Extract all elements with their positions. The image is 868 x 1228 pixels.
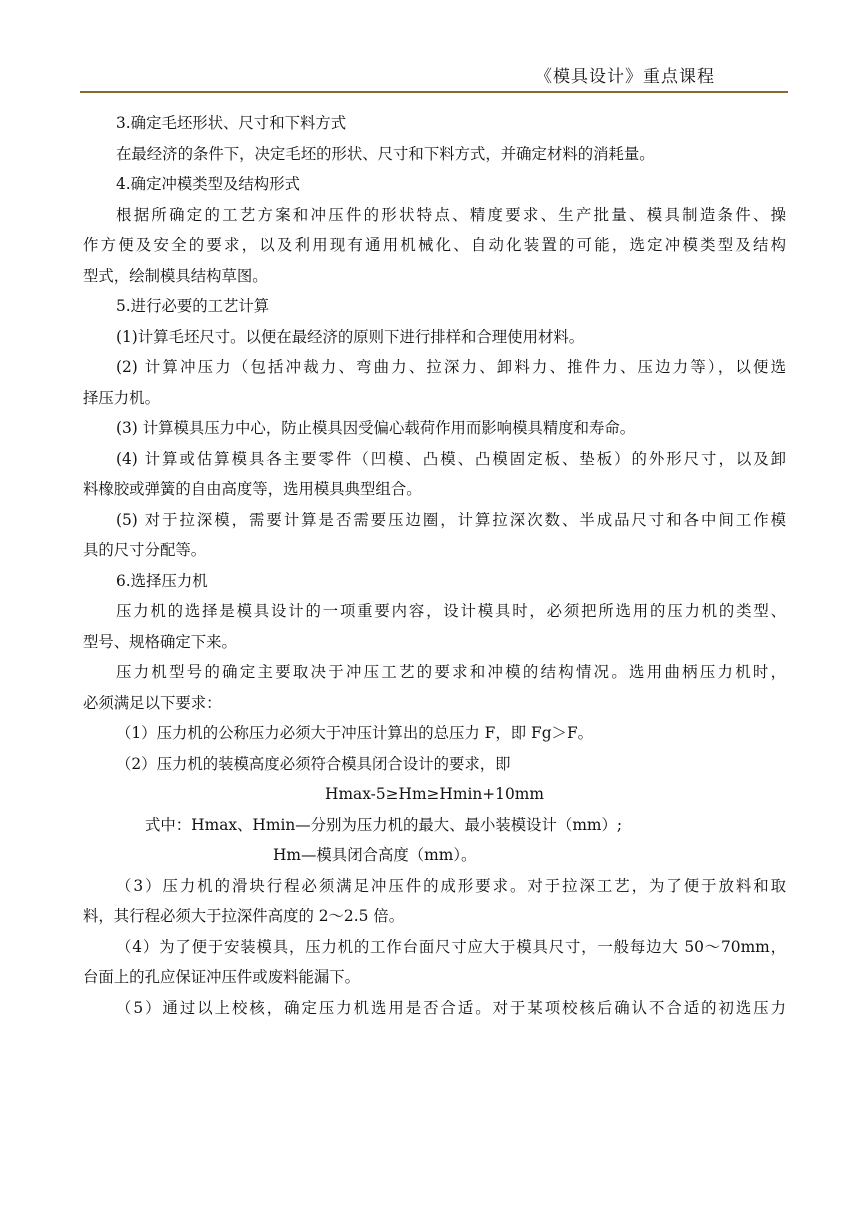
- document-body: [83, 108, 786, 1023]
- section-heading: 3.确定毛坯形状、尺寸和下料方式: [116, 114, 347, 132]
- formula: Hmax-5≥Hm≥Hmin+10mm: [325, 785, 544, 803]
- list-item-line: （4）为了便于安装模具，压力机的工作台面尺寸应大于模具尺寸，一般每边大 50～70mm，: [116, 937, 786, 956]
- header-divider: [80, 91, 788, 93]
- section-heading: 4.确定冲模类型及结构形式: [116, 175, 300, 193]
- section-heading: 5.进行必要的工艺计算: [116, 297, 270, 315]
- paragraph-line: 在最经济的条件下，决定毛坯的形状、尺寸和下料方式，并确定材料的消耗量。: [116, 144, 655, 163]
- list-item-line: (4) 计算或估算模具各主要零件（凹模、凸模、凸模固定板、垫板）的外形尺寸，以及卸: [116, 449, 786, 468]
- list-item-line: （5）通过以上校核，确定压力机选用是否合适。对于某项校核后确认不合适的初选压力: [116, 998, 786, 1017]
- list-item-line: 择压力机。: [83, 388, 160, 407]
- section-heading: 6.选择压力机: [116, 571, 208, 590]
- list-item-line: 具的尺寸分配等。: [83, 541, 207, 559]
- formula-note: Hm—模具闭合高度（mm）。: [273, 846, 477, 864]
- list-item-line: 台面上的孔应保证冲压件或废料能漏下。: [83, 968, 361, 986]
- page-header-title: 《模具设计》重点课程: [535, 67, 715, 87]
- list-item-line: (2) 计算冲压力（包括冲裁力、弯曲力、拉深力、卸料力、推件力、压边力等），以便选: [116, 358, 786, 376]
- formula-note: 式中：Hmax、Hmin—分别为压力机的最大、最小装模设计（mm）;: [145, 815, 623, 834]
- list-item-line: （2）压力机的装模高度必须符合模具闭合设计的要求，即: [116, 754, 511, 773]
- paragraph-line: 根据所确定的工艺方案和冲压件的形状特点、精度要求、生产批量、模具制造条件、操: [116, 205, 786, 224]
- paragraph-line: 压力机的选择是模具设计的一项重要内容，设计模具时，必须把所选用的压力机的类型、: [116, 602, 786, 620]
- paragraph-line: 型式，绘制模具结构草图。: [83, 266, 268, 285]
- paragraph-line: 压力机型号的确定主要取决于冲压工艺的要求和冲模的结构情况。选用曲柄压力机时，: [116, 663, 786, 681]
- paragraph-line: 型号、规格确定下来。: [83, 632, 237, 651]
- paragraph-line: 必须满足以下要求：: [83, 693, 222, 712]
- list-item-line: (5) 对于拉深模，需要计算是否需要压边圈，计算拉深次数、半成品尺寸和各中间工作模: [116, 510, 786, 529]
- paragraph-line: 作方便及安全的要求，以及利用现有通用机械化、自动化装置的可能，选定冲模类型及结构: [83, 236, 786, 254]
- list-item-line: 料橡胶或弹簧的自由高度等，选用模具典型组合。: [83, 480, 422, 498]
- list-item-line: （3）压力机的滑块行程必须满足冲压件的成形要求。对于拉深工艺，为了便于放料和取: [116, 876, 786, 895]
- list-item-line: 料，其行程必须大于拉深件高度的 2～2.5 倍。: [83, 907, 405, 925]
- list-item-line: （1）压力机的公称压力必须大于冲压计算出的总压力 F，即 Fg＞F。: [116, 724, 594, 742]
- list-item-line: (3) 计算模具压力中心，防止模具因受偏心载荷作用而影响模具精度和寿命。: [116, 419, 636, 437]
- list-item-line: (1)计算毛坯尺寸。以便在最经济的原则下进行排样和合理使用材料。: [116, 327, 585, 346]
